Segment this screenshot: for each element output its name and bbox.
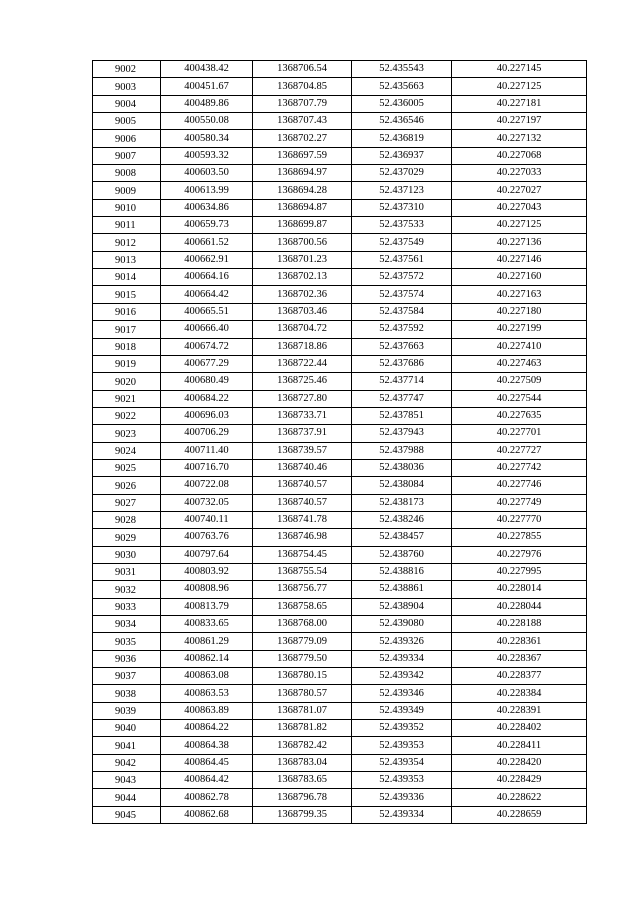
point-id-cell: 9022	[93, 407, 161, 424]
table-row	[93, 390, 587, 407]
longitude-cell: 52.439334	[352, 806, 452, 823]
longitude-cell: 52.438173	[352, 494, 452, 511]
table-row	[93, 459, 587, 476]
point-id-cell: 9008	[93, 165, 161, 182]
table-row	[93, 685, 587, 702]
easting-cell: 400862.78	[161, 789, 253, 806]
latitude-cell: 40.227701	[452, 425, 587, 442]
point-id-cell: 9013	[93, 251, 161, 268]
longitude-cell: 52.437123	[352, 182, 452, 199]
table-body	[93, 61, 587, 824]
point-id-cell: 9005	[93, 113, 161, 130]
point-id-cell: 9035	[93, 633, 161, 650]
table-row	[93, 616, 587, 633]
longitude-cell: 52.439352	[352, 720, 452, 737]
table-row	[93, 61, 587, 78]
point-id-cell: 9026	[93, 477, 161, 494]
northing-cell: 1368703.46	[253, 303, 352, 320]
northing-cell: 1368756.77	[253, 581, 352, 598]
easting-cell: 400603.50	[161, 165, 253, 182]
easting-cell: 400684.22	[161, 390, 253, 407]
table-row	[93, 234, 587, 251]
easting-cell: 400862.68	[161, 806, 253, 823]
northing-cell: 1368702.13	[253, 269, 352, 286]
northing-cell: 1368780.57	[253, 685, 352, 702]
table-row	[93, 442, 587, 459]
northing-cell: 1368741.78	[253, 511, 352, 528]
table-row	[93, 494, 587, 511]
table-row	[93, 165, 587, 182]
longitude-cell: 52.437988	[352, 442, 452, 459]
longitude-cell: 52.435543	[352, 61, 452, 78]
point-id-cell: 9034	[93, 616, 161, 633]
easting-cell: 400664.16	[161, 269, 253, 286]
table-row	[93, 772, 587, 789]
easting-cell: 400659.73	[161, 217, 253, 234]
latitude-cell: 40.228367	[452, 650, 587, 667]
latitude-cell: 40.227746	[452, 477, 587, 494]
latitude-cell: 40.228411	[452, 737, 587, 754]
longitude-cell: 52.439326	[352, 633, 452, 650]
longitude-cell: 52.439080	[352, 616, 452, 633]
easting-cell: 400863.53	[161, 685, 253, 702]
table-row	[93, 720, 587, 737]
longitude-cell: 52.437029	[352, 165, 452, 182]
table-row	[93, 650, 587, 667]
easting-cell: 400674.72	[161, 338, 253, 355]
latitude-cell: 40.227027	[452, 182, 587, 199]
table-row	[93, 303, 587, 320]
northing-cell: 1368702.27	[253, 130, 352, 147]
point-id-cell: 9039	[93, 702, 161, 719]
easting-cell: 400665.51	[161, 303, 253, 320]
point-id-cell: 9042	[93, 754, 161, 771]
point-id-cell: 9038	[93, 685, 161, 702]
latitude-cell: 40.227145	[452, 61, 587, 78]
northing-cell: 1368737.91	[253, 425, 352, 442]
table-row	[93, 373, 587, 390]
table-row	[93, 529, 587, 546]
northing-cell: 1368733.71	[253, 407, 352, 424]
latitude-cell: 40.227160	[452, 269, 587, 286]
latitude-cell: 40.227068	[452, 147, 587, 164]
point-id-cell: 9015	[93, 286, 161, 303]
longitude-cell: 52.437533	[352, 217, 452, 234]
easting-cell: 400593.32	[161, 147, 253, 164]
latitude-cell: 40.228402	[452, 720, 587, 737]
point-id-cell: 9045	[93, 806, 161, 823]
table-row	[93, 251, 587, 268]
longitude-cell: 52.437943	[352, 425, 452, 442]
latitude-cell: 40.227770	[452, 511, 587, 528]
latitude-cell: 40.227855	[452, 529, 587, 546]
latitude-cell: 40.227544	[452, 390, 587, 407]
table-row	[93, 321, 587, 338]
northing-cell: 1368799.35	[253, 806, 352, 823]
longitude-cell: 52.435663	[352, 78, 452, 95]
latitude-cell: 40.227180	[452, 303, 587, 320]
point-id-cell: 9010	[93, 199, 161, 216]
northing-cell: 1368782.42	[253, 737, 352, 754]
point-id-cell: 9019	[93, 355, 161, 372]
point-id-cell: 9037	[93, 668, 161, 685]
easting-cell: 400634.86	[161, 199, 253, 216]
easting-cell: 400666.40	[161, 321, 253, 338]
latitude-cell: 40.227410	[452, 338, 587, 355]
easting-cell: 400664.42	[161, 286, 253, 303]
easting-cell: 400451.67	[161, 78, 253, 95]
table-row	[93, 338, 587, 355]
table-row	[93, 563, 587, 580]
longitude-cell: 52.439336	[352, 789, 452, 806]
table-row	[93, 78, 587, 95]
point-id-cell: 9025	[93, 459, 161, 476]
latitude-cell: 40.227749	[452, 494, 587, 511]
latitude-cell: 40.227995	[452, 563, 587, 580]
northing-cell: 1368779.09	[253, 633, 352, 650]
latitude-cell: 40.228044	[452, 598, 587, 615]
latitude-cell: 40.227125	[452, 78, 587, 95]
longitude-cell: 52.437561	[352, 251, 452, 268]
longitude-cell: 52.437574	[352, 286, 452, 303]
latitude-cell: 40.227197	[452, 113, 587, 130]
longitude-cell: 52.438861	[352, 581, 452, 598]
easting-cell: 400803.92	[161, 563, 253, 580]
latitude-cell: 40.227125	[452, 217, 587, 234]
latitude-cell: 40.227509	[452, 373, 587, 390]
easting-cell: 400864.22	[161, 720, 253, 737]
longitude-cell: 52.439334	[352, 650, 452, 667]
table-row	[93, 425, 587, 442]
northing-cell: 1368707.43	[253, 113, 352, 130]
northing-cell: 1368699.87	[253, 217, 352, 234]
northing-cell: 1368694.28	[253, 182, 352, 199]
latitude-cell: 40.227132	[452, 130, 587, 147]
point-id-cell: 9021	[93, 390, 161, 407]
latitude-cell: 40.227033	[452, 165, 587, 182]
longitude-cell: 52.437714	[352, 373, 452, 390]
longitude-cell: 52.439349	[352, 702, 452, 719]
longitude-cell: 52.439353	[352, 772, 452, 789]
table-row	[93, 546, 587, 563]
latitude-cell: 40.227742	[452, 459, 587, 476]
point-id-cell: 9032	[93, 581, 161, 598]
point-id-cell: 9033	[93, 598, 161, 615]
easting-cell: 400680.49	[161, 373, 253, 390]
northing-cell: 1368781.82	[253, 720, 352, 737]
latitude-cell: 40.228384	[452, 685, 587, 702]
point-id-cell: 9027	[93, 494, 161, 511]
northing-cell: 1368739.57	[253, 442, 352, 459]
longitude-cell: 52.437584	[352, 303, 452, 320]
longitude-cell: 52.439354	[352, 754, 452, 771]
point-id-cell: 9036	[93, 650, 161, 667]
northing-cell: 1368718.86	[253, 338, 352, 355]
point-id-cell: 9014	[93, 269, 161, 286]
point-id-cell: 9023	[93, 425, 161, 442]
easting-cell: 400732.05	[161, 494, 253, 511]
northing-cell: 1368704.85	[253, 78, 352, 95]
easting-cell: 400862.14	[161, 650, 253, 667]
longitude-cell: 52.437549	[352, 234, 452, 251]
easting-cell: 400861.29	[161, 633, 253, 650]
northing-cell: 1368755.54	[253, 563, 352, 580]
latitude-cell: 40.228429	[452, 772, 587, 789]
latitude-cell: 40.228014	[452, 581, 587, 598]
latitude-cell: 40.227146	[452, 251, 587, 268]
longitude-cell: 52.438084	[352, 477, 452, 494]
table-row	[93, 806, 587, 823]
table-row	[93, 286, 587, 303]
northing-cell: 1368740.57	[253, 494, 352, 511]
table-row	[93, 702, 587, 719]
table-row	[93, 269, 587, 286]
longitude-cell: 52.436937	[352, 147, 452, 164]
point-id-cell: 9007	[93, 147, 161, 164]
easting-cell: 400613.99	[161, 182, 253, 199]
point-id-cell: 9030	[93, 546, 161, 563]
easting-cell: 400489.86	[161, 95, 253, 112]
easting-cell: 400716.70	[161, 459, 253, 476]
table-row	[93, 147, 587, 164]
longitude-cell: 52.437686	[352, 355, 452, 372]
latitude-cell: 40.228188	[452, 616, 587, 633]
point-id-cell: 9009	[93, 182, 161, 199]
table-row	[93, 511, 587, 528]
table-row	[93, 217, 587, 234]
table-row	[93, 130, 587, 147]
latitude-cell: 40.228420	[452, 754, 587, 771]
longitude-cell: 52.437310	[352, 199, 452, 216]
table-row	[93, 113, 587, 130]
table-row	[93, 581, 587, 598]
table-row	[93, 182, 587, 199]
easting-cell: 400813.79	[161, 598, 253, 615]
table-row	[93, 737, 587, 754]
point-id-cell: 9044	[93, 789, 161, 806]
northing-cell: 1368725.46	[253, 373, 352, 390]
point-id-cell: 9024	[93, 442, 161, 459]
point-id-cell: 9020	[93, 373, 161, 390]
point-id-cell: 9016	[93, 303, 161, 320]
point-id-cell: 9004	[93, 95, 161, 112]
easting-cell: 400438.42	[161, 61, 253, 78]
longitude-cell: 52.437747	[352, 390, 452, 407]
northing-cell: 1368740.57	[253, 477, 352, 494]
northing-cell: 1368727.80	[253, 390, 352, 407]
latitude-cell: 40.228391	[452, 702, 587, 719]
latitude-cell: 40.227043	[452, 199, 587, 216]
point-id-cell: 9003	[93, 78, 161, 95]
easting-cell: 400661.52	[161, 234, 253, 251]
table-row	[93, 598, 587, 615]
northing-cell: 1368758.65	[253, 598, 352, 615]
longitude-cell: 52.438816	[352, 563, 452, 580]
latitude-cell: 40.228377	[452, 668, 587, 685]
easting-cell: 400863.08	[161, 668, 253, 685]
easting-cell: 400662.91	[161, 251, 253, 268]
longitude-cell: 52.437572	[352, 269, 452, 286]
longitude-cell: 52.436819	[352, 130, 452, 147]
point-id-cell: 9018	[93, 338, 161, 355]
point-id-cell: 9031	[93, 563, 161, 580]
table-row	[93, 633, 587, 650]
northing-cell: 1368768.00	[253, 616, 352, 633]
latitude-cell: 40.228622	[452, 789, 587, 806]
table-row	[93, 789, 587, 806]
easting-cell: 400833.65	[161, 616, 253, 633]
longitude-cell: 52.439342	[352, 668, 452, 685]
northing-cell: 1368754.45	[253, 546, 352, 563]
longitude-cell: 52.438036	[352, 459, 452, 476]
easting-cell: 400677.29	[161, 355, 253, 372]
point-id-cell: 9029	[93, 529, 161, 546]
point-id-cell: 9011	[93, 217, 161, 234]
latitude-cell: 40.227199	[452, 321, 587, 338]
latitude-cell: 40.227727	[452, 442, 587, 459]
northing-cell: 1368780.15	[253, 668, 352, 685]
point-id-cell: 9028	[93, 511, 161, 528]
latitude-cell: 40.228361	[452, 633, 587, 650]
table-row	[93, 355, 587, 372]
longitude-cell: 52.437592	[352, 321, 452, 338]
northing-cell: 1368783.65	[253, 772, 352, 789]
northing-cell: 1368694.97	[253, 165, 352, 182]
point-id-cell: 9041	[93, 737, 161, 754]
latitude-cell: 40.228659	[452, 806, 587, 823]
easting-cell: 400808.96	[161, 581, 253, 598]
latitude-cell: 40.227136	[452, 234, 587, 251]
easting-cell: 400740.11	[161, 511, 253, 528]
point-id-cell: 9043	[93, 772, 161, 789]
table-row	[93, 754, 587, 771]
point-id-cell: 9017	[93, 321, 161, 338]
latitude-cell: 40.227976	[452, 546, 587, 563]
point-id-cell: 9040	[93, 720, 161, 737]
easting-cell: 400711.40	[161, 442, 253, 459]
northing-cell: 1368781.07	[253, 702, 352, 719]
point-id-cell: 9006	[93, 130, 161, 147]
table-row	[93, 95, 587, 112]
northing-cell: 1368722.44	[253, 355, 352, 372]
longitude-cell: 52.438760	[352, 546, 452, 563]
longitude-cell: 52.437663	[352, 338, 452, 355]
northing-cell: 1368783.04	[253, 754, 352, 771]
easting-cell: 400550.08	[161, 113, 253, 130]
easting-cell: 400706.29	[161, 425, 253, 442]
longitude-cell: 52.436546	[352, 113, 452, 130]
easting-cell: 400864.38	[161, 737, 253, 754]
northing-cell: 1368701.23	[253, 251, 352, 268]
easting-cell: 400722.08	[161, 477, 253, 494]
northing-cell: 1368697.59	[253, 147, 352, 164]
longitude-cell: 52.437851	[352, 407, 452, 424]
easting-cell: 400864.42	[161, 772, 253, 789]
northing-cell: 1368740.46	[253, 459, 352, 476]
easting-cell: 400863.89	[161, 702, 253, 719]
easting-cell: 400763.76	[161, 529, 253, 546]
easting-cell: 400864.45	[161, 754, 253, 771]
longitude-cell: 52.436005	[352, 95, 452, 112]
northing-cell: 1368700.56	[253, 234, 352, 251]
table-row	[93, 668, 587, 685]
longitude-cell: 52.438246	[352, 511, 452, 528]
easting-cell: 400696.03	[161, 407, 253, 424]
longitude-cell: 52.439353	[352, 737, 452, 754]
point-id-cell: 9002	[93, 61, 161, 78]
latitude-cell: 40.227181	[452, 95, 587, 112]
coordinates-table	[92, 60, 587, 824]
northing-cell: 1368746.98	[253, 529, 352, 546]
northing-cell: 1368779.50	[253, 650, 352, 667]
northing-cell: 1368707.79	[253, 95, 352, 112]
point-id-cell: 9012	[93, 234, 161, 251]
northing-cell: 1368704.72	[253, 321, 352, 338]
latitude-cell: 40.227163	[452, 286, 587, 303]
northing-cell: 1368796.78	[253, 789, 352, 806]
northing-cell: 1368702.36	[253, 286, 352, 303]
table-row	[93, 407, 587, 424]
longitude-cell: 52.438904	[352, 598, 452, 615]
latitude-cell: 40.227463	[452, 355, 587, 372]
table-row	[93, 199, 587, 216]
easting-cell: 400580.34	[161, 130, 253, 147]
northing-cell: 1368694.87	[253, 199, 352, 216]
longitude-cell: 52.439346	[352, 685, 452, 702]
longitude-cell: 52.438457	[352, 529, 452, 546]
northing-cell: 1368706.54	[253, 61, 352, 78]
table-row	[93, 477, 587, 494]
latitude-cell: 40.227635	[452, 407, 587, 424]
easting-cell: 400797.64	[161, 546, 253, 563]
